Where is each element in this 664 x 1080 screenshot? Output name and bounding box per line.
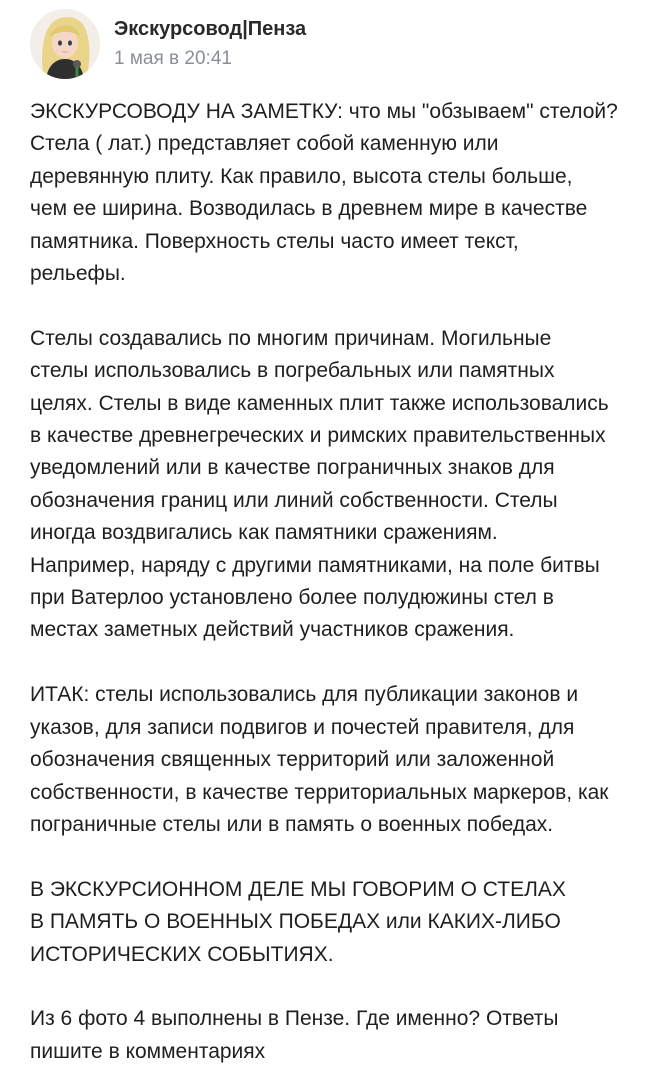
- post-paragraph: ЭКСКУРСОВОДУ НА ЗАМЕТКУ: что мы "обзываем" стелой? Стела ( лат.) представляет собой каменную или деревянную плиту. Как правило, высота стелы больше, чем ее ширина. Возводилась в древнем мире в качестве памятника. Поверхность стелы часто имеет текст, рельефы.: [30, 100, 618, 286]
- post-body: [30, 96, 650, 1068]
- post-paragraph: Из 6 фото 4 выполнены в Пензе. Где именно? Ответы пишите в комментариях: [30, 1007, 559, 1063]
- author-name[interactable]: Экскурсовод|Пенза: [114, 18, 307, 40]
- author-block: [114, 16, 306, 72]
- avatar-icon: [30, 9, 100, 79]
- post-header: [30, 0, 306, 88]
- post-paragraph: ИТАК: стелы использовались для публикации законов и указов, для записи подвигов и почестей правителя, для обозначения священных территорий или заложенной собственности, в качестве территориальных маркеров, как пограничные стелы или в память о военных победах.: [30, 683, 609, 836]
- post-paragraph: Стелы создавались по многим причинам. Могильные стелы использовались в погребальных или памятных целях. Стелы в виде каменных плит также использовались в качестве древнегреческих и римских правительственных уведомлений или в качестве пограничных знаков для обозначения границ или линий собственности. Стелы иногда воздвигались как памятники сражениям. Например, наряду с другими памятниками, на поле битвы при Ватерлоо установлено более полудюжины стел в местах заметных действий участников сражения.: [30, 326, 609, 642]
- post-date[interactable]: 1 мая в 20:41: [114, 48, 232, 69]
- post-paragraph: В ЭКСКУРСИОННОМ ДЕЛЕ МЫ ГОВОРИМ О СТЕЛАХ В ПАМЯТЬ О ВОЕННЫХ ПОБЕДАХ или КАКИХ-ЛИБО ИСТОРИЧЕСКИХ СОБЫТИЯХ.: [30, 877, 566, 966]
- author-avatar[interactable]: [30, 9, 100, 79]
